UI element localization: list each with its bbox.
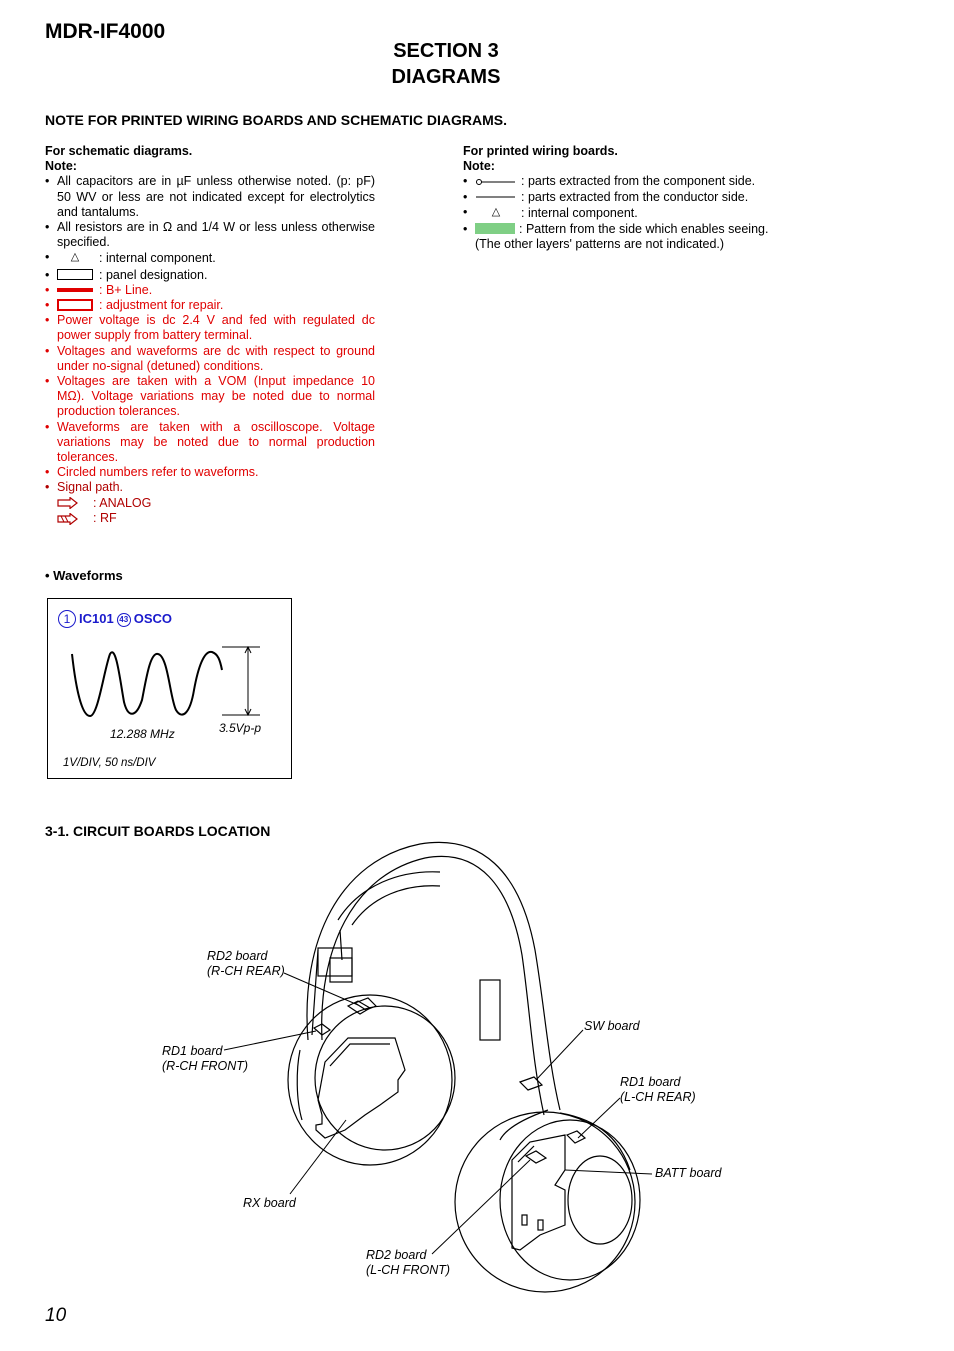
note-item: • : adjustment for repair. xyxy=(45,298,224,313)
triangle-icon: △ xyxy=(70,251,80,264)
headphone-drawing xyxy=(0,830,954,1300)
note-item: • : parts extracted from the component side. xyxy=(463,174,756,189)
note-item: • △ : internal component. xyxy=(45,250,216,266)
waveform-title xyxy=(58,610,172,628)
label-rd1-front: RD1 board (R-CH FRONT) xyxy=(162,1044,249,1073)
green-pattern-icon xyxy=(475,223,515,234)
note-title: NOTE FOR PRINTED WIRING BOARDS AND SCHEMATIC DIAGRAMS. xyxy=(45,112,507,128)
note-item: • Circled numbers refer to waveforms. xyxy=(45,465,259,480)
label-rd2-rear: RD2 board (R-CH REAR) xyxy=(207,949,285,978)
label-rx-board: RX board xyxy=(243,1196,296,1210)
waveform-pin: 43 xyxy=(117,613,131,627)
wiring-notes xyxy=(463,144,803,252)
note-item: • : B+ Line. xyxy=(45,282,153,297)
conductor-side-line-icon xyxy=(475,192,517,202)
layers-note: (The other layers' patterns are not indicated.) xyxy=(475,237,725,252)
note-item: • Voltages and waveforms are dc with respect to ground under no-signal (detuned) conditions. xyxy=(45,343,375,373)
rf-arrow-icon xyxy=(57,513,79,525)
waveform-ic: IC101 xyxy=(79,611,114,626)
schematic-notes xyxy=(45,144,375,526)
label-rd1-rear: RD1 board (L-CH REAR) xyxy=(620,1075,696,1104)
wiring-note-label: Note: xyxy=(463,159,495,174)
waveforms-heading: • Waveforms xyxy=(45,568,123,583)
waveform-amplitude: 3.5Vp-p xyxy=(219,721,262,735)
waveform-index: 1 xyxy=(58,610,76,628)
note-item: • Signal path. xyxy=(45,480,124,495)
panel-box-icon xyxy=(57,269,93,280)
b-plus-line-icon xyxy=(57,288,93,292)
adjustment-box-icon xyxy=(57,299,93,311)
analog-arrow-icon xyxy=(57,497,79,509)
waveform-scale: 1V/DIV, 50 ns/DIV xyxy=(63,757,156,769)
waveform-signal: OSCO xyxy=(133,611,172,626)
signal-analog-row: : ANALOG xyxy=(45,496,375,511)
wiring-heading: For printed wiring boards. xyxy=(463,144,618,158)
section-name: DIAGRAMS xyxy=(391,66,501,88)
label-rd2-front: RD2 board (L-CH FRONT) xyxy=(366,1248,451,1277)
signal-rf-row: : RF xyxy=(45,511,375,526)
section-number: SECTION 3 xyxy=(393,40,499,62)
schematic-heading: For schematic diagrams. xyxy=(45,144,193,158)
note-item: • : Pattern from the side which enables seeing. xyxy=(463,222,769,237)
section-title xyxy=(0,38,892,90)
label-batt-board: BATT board xyxy=(655,1166,722,1180)
note-item: • Power voltage is dc 2.4 V and fed with regulated dc power supply from battery terminal. xyxy=(45,313,375,343)
triangle-icon: △ xyxy=(491,205,501,218)
note-item: • : panel designation. xyxy=(45,267,208,282)
note-item: • Waveforms are taken with a oscilloscope. Voltage variations may be noted due to normal production tolerances. xyxy=(45,419,375,465)
circuit-boards-heading: 3-1. CIRCUIT BOARDS LOCATION xyxy=(45,823,271,839)
waveform-frequency: 12.288 MHz xyxy=(110,727,175,741)
note-item: • △ : internal component. xyxy=(463,204,638,220)
label-sw-board: SW board xyxy=(584,1019,640,1033)
model-name: MDR-IF4000 xyxy=(45,20,166,43)
note-item: • All resistors are in Ω and 1/4 W or less unless otherwise specified. xyxy=(45,220,375,250)
note-item: • : parts extracted from the conductor side. xyxy=(463,189,749,204)
component-side-line-icon xyxy=(475,177,517,187)
page-number: 10 xyxy=(45,1305,67,1326)
schematic-note-label: Note: xyxy=(45,159,77,174)
waveform-trace xyxy=(60,640,280,725)
note-item: • Voltages are taken with a VOM (Input impedance 10 MΩ). Voltage variations may be noted due to normal production tolerances. xyxy=(45,374,375,419)
note-item: • All capacitors are in µF unless otherwise noted. (p: pF) 50 WV or less are not indicated except for electrolytics and tantalums. xyxy=(45,174,375,219)
